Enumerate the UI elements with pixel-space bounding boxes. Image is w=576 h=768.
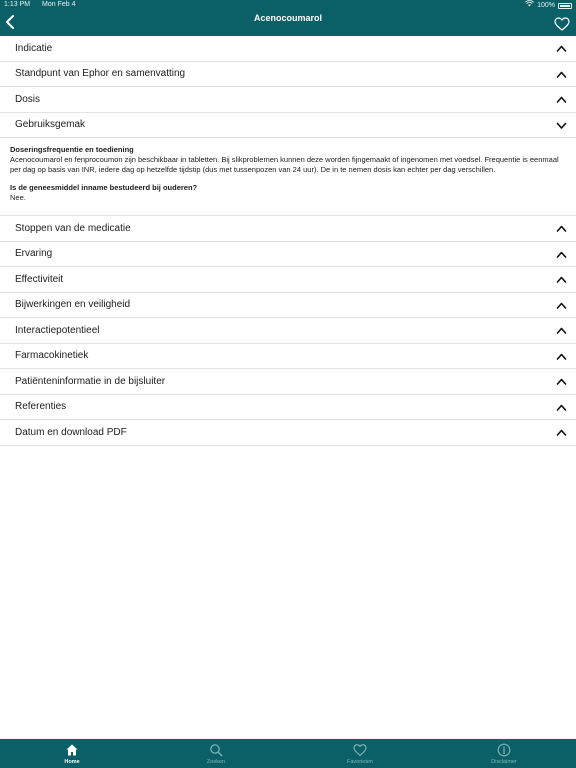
section-label: Effectiviteit [15, 273, 64, 285]
section-label: Referenties [15, 401, 67, 413]
chevron-up-icon [556, 95, 567, 104]
tab-label: Home [64, 759, 80, 765]
section-label: Ervaring [15, 248, 53, 260]
section-label: Interactiepotentieel [15, 324, 100, 336]
section-label: Stoppen van de medicatie [15, 222, 131, 234]
section-bijwerkingen[interactable] [0, 293, 576, 319]
answer-text: Acenocoumarol en fenprocoumon zijn beschikbaar in tabletten. Bij slikproblemen kunnen deze worden fijngemaakt of ingenomen met voedsel. Frequentie is eenmaal per dag op basis van INR, iedere dag op hetzelfde tijdstip (dus met tussenpozen van 24 uur). De in te nemen dosis kan echter per dag verschillen. [10, 155, 559, 174]
section-label: Farmacokinetiek [15, 350, 89, 362]
section-label: Bijwerkingen en veiligheid [15, 299, 131, 311]
chevron-down-icon [556, 121, 567, 130]
page-title: Acenocoumarol [253, 13, 322, 23]
section-stoppen[interactable] [0, 216, 576, 242]
section-label: Gebruiksgemak [15, 119, 86, 131]
section-indicatie[interactable] [0, 36, 576, 62]
home-icon [65, 743, 79, 757]
section-interactiepotentieel[interactable] [0, 318, 576, 344]
info-icon [497, 743, 511, 757]
expanded-content [0, 138, 576, 216]
section-list [0, 36, 576, 446]
section-dosis[interactable] [0, 87, 576, 113]
navigation-bar [0, 10, 576, 36]
status-bar [0, 0, 576, 10]
tab-disclaimer[interactable] [432, 739, 576, 768]
status-date: Mon Feb 4 [42, 1, 76, 8]
section-label: Datum en download PDF [15, 426, 127, 438]
section-farmacokinetiek[interactable] [0, 344, 576, 370]
section-label: Standpunt van Ephor en samenvatting [15, 68, 186, 80]
section-label: Indicatie [15, 42, 53, 54]
battery-icon [558, 3, 572, 9]
section-effectiviteit[interactable] [0, 267, 576, 293]
search-icon [209, 743, 223, 757]
chevron-up-icon [556, 301, 567, 310]
section-datum-pdf[interactable] [0, 420, 576, 446]
heart-icon [353, 743, 367, 757]
tab-label: Disclaimer [491, 759, 517, 765]
chevron-up-icon [556, 44, 567, 53]
section-ervaring[interactable] [0, 242, 576, 268]
tab-zoeken[interactable] [144, 739, 288, 768]
tab-home[interactable] [0, 739, 144, 768]
section-standpunt[interactable] [0, 62, 576, 88]
tab-bar [0, 739, 576, 768]
section-label: Patiënteninformatie in de bijsluiter [15, 375, 166, 387]
chevron-up-icon [556, 403, 567, 412]
chevron-up-icon [556, 224, 567, 233]
tab-label: Favorieten [347, 759, 373, 765]
question-heading: Doseringsfrequentie en toediening [10, 145, 134, 154]
favorite-button[interactable] [554, 17, 570, 31]
heart-icon [554, 17, 570, 31]
chevron-up-icon [556, 326, 567, 335]
answer-text: Nee. [10, 193, 26, 202]
chevron-up-icon [556, 377, 567, 386]
question-heading: Is de geneesmiddel inname bestudeerd bij ouderen? [10, 183, 198, 192]
status-time: 1:13 PM [4, 1, 31, 8]
chevron-up-icon [556, 70, 567, 79]
chevron-up-icon [556, 250, 567, 259]
tab-label: Zoeken [206, 759, 226, 765]
chevron-up-icon [556, 352, 567, 361]
chevron-up-icon [556, 428, 567, 437]
battery-percent: 100% [537, 1, 555, 9]
section-patienteninformatie[interactable] [0, 369, 576, 395]
chevron-up-icon [556, 275, 567, 284]
section-gebruiksgemak[interactable] [0, 113, 576, 139]
section-label: Dosis [15, 93, 41, 105]
tab-favorieten[interactable] [288, 739, 432, 768]
section-referenties[interactable] [0, 395, 576, 421]
